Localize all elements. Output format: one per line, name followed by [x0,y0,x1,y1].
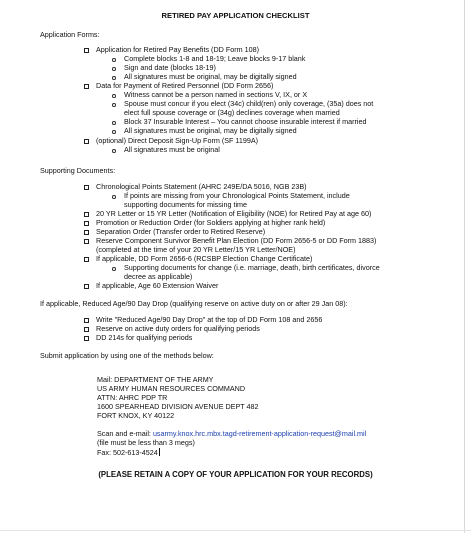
email-label: Scan and e-mail: [97,429,151,438]
checkbox-icon[interactable] [84,84,89,89]
checkbox-icon[interactable] [84,284,89,289]
bullet-circle-icon [112,130,116,134]
checklist-subitem-continued: supporting documents for missing time [124,200,248,209]
checkbox-icon[interactable] [84,221,89,226]
checklist-item: Promotion or Reduction Order (for Soldiers applying at higher rank held) [96,218,326,227]
checklist-subitem-continued: elect full spouse coverage or (34g) declines coverage when married [124,108,340,117]
checkbox-icon[interactable] [84,230,89,235]
checklist-item: DD 214s for qualifying periods [96,333,193,342]
checkbox-icon[interactable] [84,336,89,341]
checklist-item: (optional) Direct Deposit Sign-Up Form (SF 1199A) [96,136,259,145]
checklist-item: Write "Reduced Age/90 Day Drop" at the top of DD Form 108 and 2656 [96,315,323,324]
checklist-subitem: Complete blocks 1-8 and 18-19; Leave blocks 9-17 blank [124,54,306,63]
bullet-circle-icon [112,76,116,80]
checklist-item-continued: (completed at the time of your 20 YR Letter/15 YR Letter/NOE) [96,245,296,254]
checklist-item: Reserve Component Survivor Benefit Plan Election (DD Form 2656-5 or DD Form 1883) [96,236,377,245]
checkbox-icon[interactable] [84,257,89,262]
supporting-documents-heading: Supporting Documents: [40,166,116,175]
bullet-circle-icon [112,121,116,125]
text-cursor [159,448,160,456]
page-title: RETIRED PAY APPLICATION CHECKLIST [161,11,310,20]
checkbox-icon[interactable] [84,48,89,53]
fax-line [97,448,160,458]
mail-address-line: Mail: DEPARTMENT OF THE ARMY [97,375,214,384]
bullet-circle-icon [112,195,116,199]
checklist-subitem: All signatures must be original, may be digitally signed [124,126,297,135]
checklist-item: If applicable, Age 60 Extension Waiver [96,281,219,290]
checklist-subitem-continued: decree as applicable) [124,272,193,281]
checklist-subitem: Witness cannot be a person named in sections V, IX, or X [124,90,308,99]
checkbox-icon[interactable] [84,239,89,244]
bullet-circle-icon [112,58,116,62]
checklist-subitem: Supporting documents for change (i.e. marriage, death, birth certificates, divorce [124,263,380,272]
bullet-circle-icon [112,67,116,71]
checklist-item: Application for Retired Pay Benefits (DD Form 108) [96,45,259,54]
application-forms-heading: Application Forms: [40,30,100,39]
checklist-item: Separation Order (Transfer order to Retired Reserve) [96,227,266,236]
checklist-subitem: If points are missing from your Chronological Points Statement, include [124,191,350,200]
checkbox-icon[interactable] [84,327,89,332]
file-size-note: (file must be less than 3 megs) [97,438,195,447]
page-edge-bottom [0,530,471,531]
submit-heading: Submit application by using one of the methods below: [40,351,214,360]
checklist-item: Chronological Points Statement (AHRC 249E/DA 5016, NGB 23B) [96,182,307,191]
checklist-item: 20 YR Letter or 15 YR Letter (Notification of Eligibility (NOE) for Retired Pay at age 60) [96,209,372,218]
checkbox-icon[interactable] [84,318,89,323]
checklist-subitem: Block 37 Insurable Interest – You cannot choose insurable interest if married [124,117,367,126]
mail-address-line: ATTN: AHRC PDP TR [97,393,168,402]
bullet-circle-icon [112,267,116,271]
mail-address-line: FORT KNOX, KY 40122 [97,411,175,420]
mail-address-line: 1600 SPEARHEAD DIVISION AVENUE DEPT 482 [97,402,259,411]
checklist-item: If applicable, DD Form 2656-6 (RCSBP Election Change Certificate) [96,254,313,263]
checklist-item: Reserve on active duty orders for qualifying periods [96,324,260,333]
checklist-subitem: All signatures must be original, may be digitally signed [124,72,297,81]
mail-address-line: US ARMY HUMAN RESOURCES COMMAND [97,384,246,393]
fax-number: Fax: 502-613-4524 [97,448,158,457]
page-edge-right [464,0,465,533]
checklist-subitem: Sign and date (blocks 18-19) [124,63,216,72]
checkbox-icon[interactable] [84,212,89,217]
checklist-subitem: All signatures must be original [124,145,220,154]
footer-notice: (PLEASE RETAIN A COPY OF YOUR APPLICATION FOR YOUR RECORDS) [98,470,373,479]
checklist-item: Data for Payment of Retired Personnel (DD Form 2656) [96,81,274,90]
checkbox-icon[interactable] [84,185,89,190]
email-link[interactable]: usarmy.knox.hrc.mbx.tagd-retirement-application-request@mail.mil [152,429,367,438]
reduced-age-heading: If applicable, Reduced Age/90 Day Drop (qualifying reserve on active duty on or after 29 Jan 08): [40,299,348,308]
bullet-circle-icon [112,149,116,153]
bullet-circle-icon [112,94,116,98]
checkbox-icon[interactable] [84,139,89,144]
checklist-subitem: Spouse must concur if you elect (34c) child(ren) only coverage, (35a) does not [124,99,374,108]
bullet-circle-icon [112,103,116,107]
